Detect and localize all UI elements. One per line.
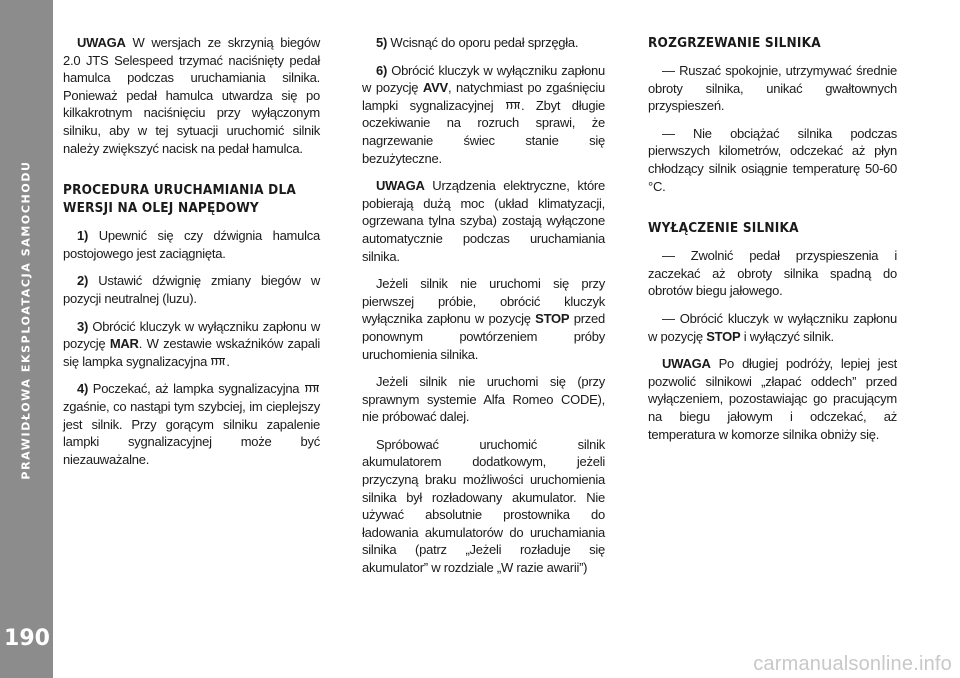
note-paragraph: UWAGA W wersjach ze skrzynią biegów 2.0 JTS Selespeed trzymać naciśnięty pedał hamulca podczas uruchamiania silnika. Ponieważ pedał hamulca utwardza się po kilkakrotnym naciśnięciu przy wyłączonym silniku, aby w tej sytuacji uruchomić silnik należy zwiększyć nacisk na pedał hamulca. (63, 35, 320, 156)
column-3 (648, 34, 897, 453)
page-number: 190 (4, 626, 50, 651)
step-3: 3) Obrócić kluczyk w wyłączniku zapłonu w pozycję MAR. W zestawie wskaźników zapali się lampka sygnalizacyjna . (63, 318, 320, 369)
note-paragraph: UWAGA Urządzenia elektryczne, które pobierają dużą moc (układ klimatyzacji, ogrzewana tylna szyba) zostają wyłączone automatycznie podczas uruchamiania silnika. (362, 178, 605, 264)
column-2 (362, 34, 605, 587)
paragraph: Spróbować uruchomić silnik akumulatorem dodatkowym, jeżeli przyczyną braku możliwości uruchomienia silnika był rozładowany akumulator. Nie używać absolutnie prostownika do ładowania akumulatorów do uruchamiania silnika (patrz „Jeżeli rozładuje się akumulator” w rozdziale „W razie awarii”) (362, 436, 605, 576)
section-heading-warmup: ROZGRZEWANIE SILNIKA (648, 35, 821, 51)
step-1: 1) Upewnić się czy dźwignia hamulca postojowego jest zaciągnięta. (63, 228, 320, 261)
glow-plug-lamp-icon (210, 357, 226, 367)
paragraph: — Zwolnić pedał przyspieszenia i zaczekać aż obroty silnika spadną do obrotów biegu jałowego. (648, 248, 897, 299)
step-5: 5) Wcisnąć do oporu pedał sprzęgła. (376, 35, 579, 50)
step-4: 4) Poczekać, aż lampka sygnalizacyjna zgaśnie, co nastąpi tym szybciej, im cieplejszy jest silnik. Przy gorącym silniku zapalenie lampki sygnalizacyjnej może być niezauważalne. (63, 381, 320, 467)
step-6: 6) Obrócić kluczyk w wyłączniku zapłonu w pozycję AVV, natychmiast po zgaśnięciu lampki sygnalizacyjnej . Zbyt długie oczekiwanie na rozruch sprawi, że nagrzewanie świec stanie się bezużyteczne. (362, 62, 605, 166)
paragraph: Jeżeli silnik nie uruchomi się (przy sprawnym systemie Alfa Romeo CODE), nie próbować dalej. (362, 374, 605, 425)
column-1 (63, 34, 320, 478)
step-2: 2) Ustawić dźwignię zmiany biegów w pozycji neutralnej (luzu). (63, 273, 320, 306)
paragraph: Jeżeli silnik nie uruchomi się przy pierwszej próbie, obrócić kluczyk wyłącznika zapłonu w pozycję STOP przed ponownym powtórzeniem próby uruchomienia silnika. (362, 276, 605, 362)
note-paragraph: UWAGA Po długiej podróży, lepiej jest pozwolić silnikowi „złapać oddech” przed wyłączeniem, pozostawiając go pracującym na biegu jałowym i odczekać, aż temperatura w komorze silnika obniży się. (648, 356, 897, 442)
section-heading-shutdown: WYŁĄCZENIE SILNIKA (648, 220, 799, 237)
section-heading-diesel-start: PROCEDURA URUCHAMIANIA DLA WERSJI NA OLEJ NAPĘDOWY (63, 182, 296, 217)
paragraph: — Obrócić kluczyk w wyłączniku zapłonu w pozycję STOP i wyłączyć silnik. (648, 310, 897, 344)
sidebar (0, 0, 53, 678)
glow-plug-lamp-icon (505, 101, 521, 111)
watermark: carmanualsonline.info (753, 653, 952, 675)
paragraph: — Nie obciążać silnika podczas pierwszych kilometrów, odczekać aż płyn chłodzący silnik osiągnie temperaturę 50-60 °C. (648, 125, 897, 194)
chapter-title: PRAWIDŁOWA EKSPLOATACJA SAMOCHODU (19, 160, 33, 480)
paragraph: — Ruszać spokojnie, utrzymywać średnie obroty silnika, unikać gwałtownych przyspieszeń. (648, 63, 897, 114)
glow-plug-lamp-icon (304, 384, 320, 394)
